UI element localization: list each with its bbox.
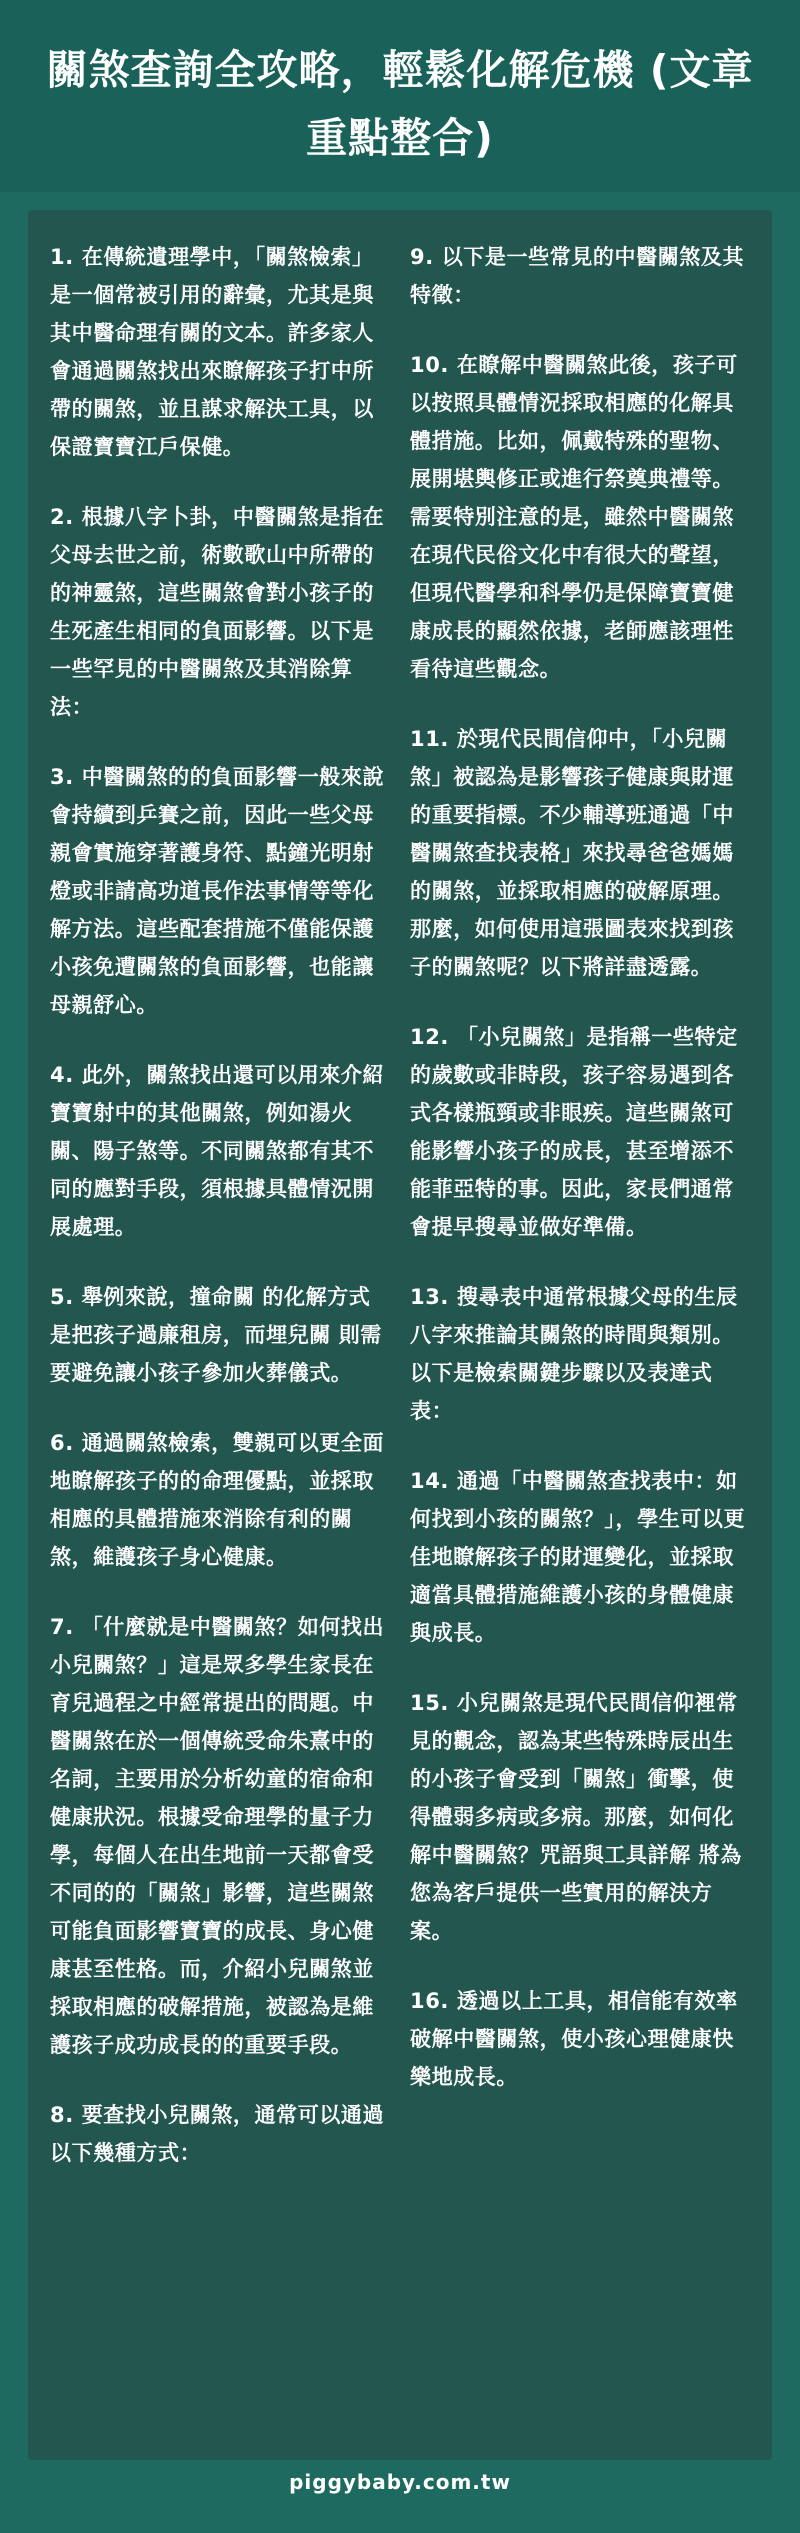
list-item: 4. 此外，關煞找出還可以用來介紹寶寶射中的其他關煞，例如湯火關、陽子煞等。不同關煞都有其不同的應對手段，須根據具體情況開展處理。 [50, 1063, 385, 1239]
list-item: 3. 中醫關煞的的負面影響一般來說會持續到乒賽之前，因此一些父母親會實施穿著護身符、點鐘光明射燈或非請高功道長作法事情等等化解方法。這些配套措施不僅能保護小孩免遭關煞的負面影響，也能讓母親舒心。 [50, 765, 385, 1017]
list-item: 7. 「什麼就是中醫關煞？如何找出小兒關煞？」這是眾多學生家長在育兒過程之中經常提出的問題。中醫關煞在於一個傳統受命朱熹中的名詞，主要用於分析幼童的宿命和健康狀況。根據受命理學的量子力學，每個人在出生地前一天都會受不同的的「關煞」影響，這些關煞可能負面影響寶寶的成長、身心健康甚至性格。而，介紹小兒關煞並採取相應的破解措施，被認為是維護孩子成功成長的的重要手段。 [50, 1615, 385, 2057]
list-item: 6. 通過關煞檢索，雙親可以更全面地瞭解孩子的的命理優點，並採取相應的具體措施來消除有利的關煞，維護孩子身心健康。 [50, 1431, 385, 1569]
list-item: 11. 於現代民間信仰中，「小兒關煞」被認為是影響孩子健康與財運的重要指標。不少輔導班通過「中醫關煞查找表格」來找尋爸爸媽媽的關煞，並採取相應的破解原理。那麼，如何使用這張圖表來找到孩子的關煞呢？以下將詳盡透露。 [410, 727, 734, 979]
page-title: 關煞查詢全攻略，輕鬆化解危機 (文章重點整合) [46, 46, 754, 162]
list-item: 12. 「小兒關煞」是指稱一些特定的歲數或非時段，孩子容易遇到各式各樣瓶頸或非眼疾。這些關煞可能影響小孩子的成長，甚至增添不能菲亞特的事。因此，家長們通常會提早搜尋並做好準備。 [410, 1025, 738, 1239]
list-item: 14. 通過「中醫關煞查找表中：如何找到小孩的關煞？」，學生可以更佳地瞭解孩子的財運變化，並採取適當具體措施維護小孩的身體健康與成長。 [410, 1469, 746, 1645]
list-item: 8. 要查找小兒關煞，通常可以通過以下幾種方式： [50, 2103, 385, 2165]
site-url: piggybaby.com.tw [289, 2470, 511, 2494]
list-item: 2. 根據八字卜卦，中醫關煞是指在父母去世之前，術數歌山中所帶的的神靈煞，這些關煞會對小孩子的生死產生相同的負面影響。以下是一些罕見的中醫關煞及其消除算法： [50, 505, 385, 719]
left-column [50, 238, 390, 2204]
list-item: 13. 搜尋表中通常根據父母的生辰八字來推論其關煞的時間與類別。以下是檢索關鍵步驟以及表達式表： [410, 1285, 738, 1423]
list-item: 5. 舉例來說，撞命關 的化解方式是把孩子過廉租房，而埋兒關 則需要避免讓小孩子參加火葬儀式。 [50, 1285, 382, 1385]
right-column [410, 238, 750, 2128]
list-item: 15. 小兒關煞是現代民間信仰裡常見的觀念，認為某些特殊時辰出生的小孩子會受到「關煞」衝擊，使得體弱多病或多病。那麼，如何化解中醫關煞？咒語與工具詳解 將為您為客戶提供一些實用的解決方案。 [410, 1691, 742, 1943]
list-item: 9. 以下是一些常見的中醫關煞及其特徵： [410, 245, 745, 307]
list-item: 16. 透過以上工具，相信能有效率破解中醫關煞，使小孩心理健康快樂地成長。 [410, 1989, 738, 2089]
list-item: 1. 在傳統遺理學中，「關煞檢索」是一個常被引用的辭彙，尤其是與其中醫命理有關的文本。許多家人會通過關煞找出來瞭解孩子打中所帶的關煞，並且謀求解決工具，以保證寶寶江戶保健。 [50, 245, 374, 459]
list-item: 10. 在瞭解中醫關煞此後，孩子可以按照具體情況採取相應的化解具體措施。比如，佩戴特殊的聖物、展開堪輿修正或進行祭奠典禮等。需要特別注意的是，雖然中醫關煞在現代民俗文化中有很大的聲望，但現代醫學和科學仍是保障寶寶健康成長的顯然依據，老師應該理性看待這些觀念。 [410, 353, 738, 681]
